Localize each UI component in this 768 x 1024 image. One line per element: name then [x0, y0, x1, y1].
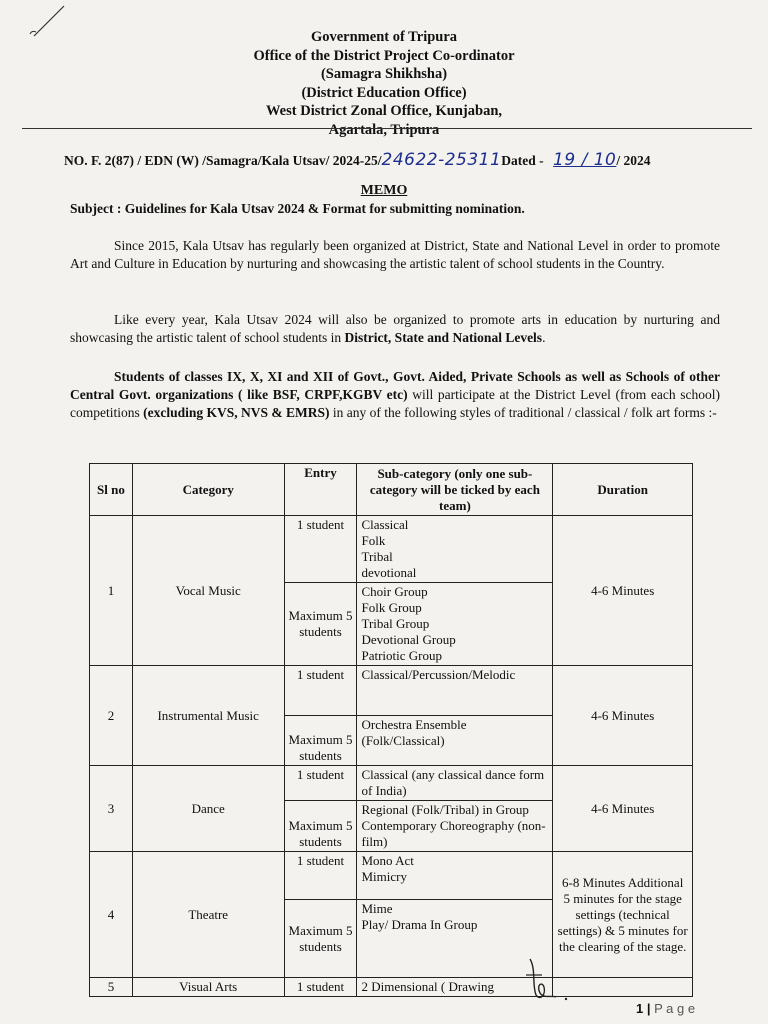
row-1-subcategory-1 [357, 516, 553, 583]
paragraph-2-levels: District, State and National Levels [344, 330, 543, 345]
row-2-category: Instrumental Music [132, 666, 284, 766]
list-item: Orchestra Ensemble [361, 717, 467, 732]
letterhead-line-6: Agartala, Tripura [328, 121, 440, 138]
paragraph-2-text: Like every year, Kala Utsav 2024 will also be organized to promote arts in education by nurturing and showcasing the artistic talent of school students in [70, 312, 720, 345]
list-item: Mimicry [361, 869, 407, 884]
row-5-category: Visual Arts [132, 978, 284, 997]
paragraph-3-end: in any of the following styles of traditional / classical / folk art forms :- [329, 405, 717, 420]
page-number: 1 [636, 1001, 644, 1016]
paragraph-3-eligibility: Students of classes IX, X, XI and XII of Govt., Govt. Aided, Private Schools as well as Schools of other Central Govt. organizations ( like BSF, CRPF,KGBV etc) [70, 369, 720, 402]
row-2-entry-1: 1 student [284, 666, 357, 716]
list-item: Mime [361, 901, 393, 916]
row-1-entry-1: 1 student [284, 516, 357, 583]
page-label: P a g e [654, 1001, 696, 1016]
row-2-subcategory-1 [357, 666, 553, 716]
row-4-entry-1: 1 student [284, 852, 357, 900]
letterhead-line-2: Office of the District Project Co-ordinator [253, 47, 515, 64]
dated-label: Dated - [501, 153, 544, 168]
reference-line [64, 150, 651, 170]
table-row [90, 978, 693, 997]
row-3-entry-2: Maximum 5 students [284, 801, 357, 852]
page-separator: | [646, 1001, 651, 1016]
row-5-sl: 5 [90, 978, 133, 997]
table-row [90, 852, 693, 900]
list-item: Play/ Drama In Group [361, 917, 478, 932]
row-1-duration: 4-6 Minutes [553, 516, 693, 666]
paragraph-3 [70, 368, 720, 422]
list-item: Folk [361, 533, 386, 548]
paragraph-2-end: . [542, 330, 546, 345]
memo-title: MEMO [360, 183, 408, 198]
list-item: Folk Group [361, 600, 422, 615]
row-4-entry-2: Maximum 5 students [284, 900, 357, 978]
letterhead-line-4: (District Education Office) [301, 84, 467, 101]
list-item: Mono Act [361, 853, 414, 868]
table-row [90, 766, 693, 801]
list-item: Tribal Group [361, 616, 430, 631]
row-1-entry-2: Maximum 5 students [284, 583, 357, 666]
handwritten-date: 19 / 10 [553, 150, 617, 170]
row-5-subcategory-1: 2 Dimensional ( Drawing [357, 978, 553, 997]
paragraph-1: Since 2015, Kala Utsav has regularly been organized at District, State and National Level in order to promote Art and Culture in Education by nurturing and showcasing the artistic talent of school students in the Country. [70, 238, 720, 271]
list-item: Patriotic Group [361, 648, 442, 663]
subject-line: Subject : Guidelines for Kala Utsav 2024 & Format for submitting nomination. [70, 201, 525, 216]
row-3-subcategory-1: Classical (any classical dance form of India) [357, 766, 553, 801]
paragraph-2 [70, 311, 720, 347]
row-3-category: Dance [132, 766, 284, 852]
row-2-sl: 2 [90, 666, 133, 766]
letterhead-line-3: (Samagra Shikhsha) [320, 66, 448, 82]
paragraph-3-text: will participate at the District Level (from each school) competitions [70, 387, 720, 420]
row-2-entry-2: Maximum 5 students [284, 716, 357, 766]
header-divider [22, 128, 752, 129]
list-item: Classical/Percussion/Melodic [361, 667, 516, 682]
list-item: Classical [361, 517, 409, 532]
table-row [90, 666, 693, 716]
signature-icon [522, 955, 582, 1005]
row-2-duration: 4-6 Minutes [553, 666, 693, 766]
row-1-subcategory-2 [357, 583, 553, 666]
handwritten-memo-number: 24622-25311 [381, 150, 502, 170]
header-duration: Duration [553, 464, 693, 516]
row-5-entry-1: 1 student [284, 978, 357, 997]
list-item: Tribal [361, 549, 393, 564]
row-3-sl: 3 [90, 766, 133, 852]
row-4-duration: 6-8 Minutes Additional 5 minutes for the stage settings (technical settings) & 5 minutes for the clearing of the stage. [553, 852, 693, 978]
row-1-category: Vocal Music [132, 516, 284, 666]
row-3-entry-1: 1 student [284, 766, 357, 801]
competition-table [89, 463, 693, 997]
list-item: (Folk/Classical) [361, 733, 445, 748]
row-3-subcategory-2: Regional (Folk/Tribal) in Group Contemporary Choreography (non-film) [357, 801, 553, 852]
table-row [90, 516, 693, 583]
header-subcategory: Sub-category (only one sub-category will be ticked by each team) [357, 464, 553, 516]
row-1-sl: 1 [90, 516, 133, 666]
letterhead-line-5: West District Zonal Office, Kunjaban, [265, 103, 503, 119]
header-category: Category [132, 464, 284, 516]
letterhead [0, 28, 768, 139]
letterhead-line-1: Government of Tripura [310, 29, 458, 45]
row-3-duration: 4-6 Minutes [553, 766, 693, 852]
row-2-subcategory-2 [357, 716, 553, 766]
row-4-category: Theatre [132, 852, 284, 978]
table-header-row [90, 464, 693, 516]
paragraph-3-exclusion: (excluding KVS, NVS & EMRS) [143, 405, 330, 420]
reference-year: / 2024 [616, 153, 651, 168]
header-sl-no: Sl no [90, 464, 133, 516]
header-entry: Entry [284, 464, 357, 516]
list-item: Devotional Group [361, 632, 456, 647]
page-footer [636, 1001, 695, 1016]
row-4-subcategory-1 [357, 852, 553, 900]
reference-prefix: NO. F. 2(87) / EDN (W) /Samagra/Kala Utsav/ 2024-25/ [64, 153, 382, 168]
list-item: Choir Group [361, 584, 428, 599]
row-4-sl: 4 [90, 852, 133, 978]
list-item: devotional [361, 565, 417, 580]
